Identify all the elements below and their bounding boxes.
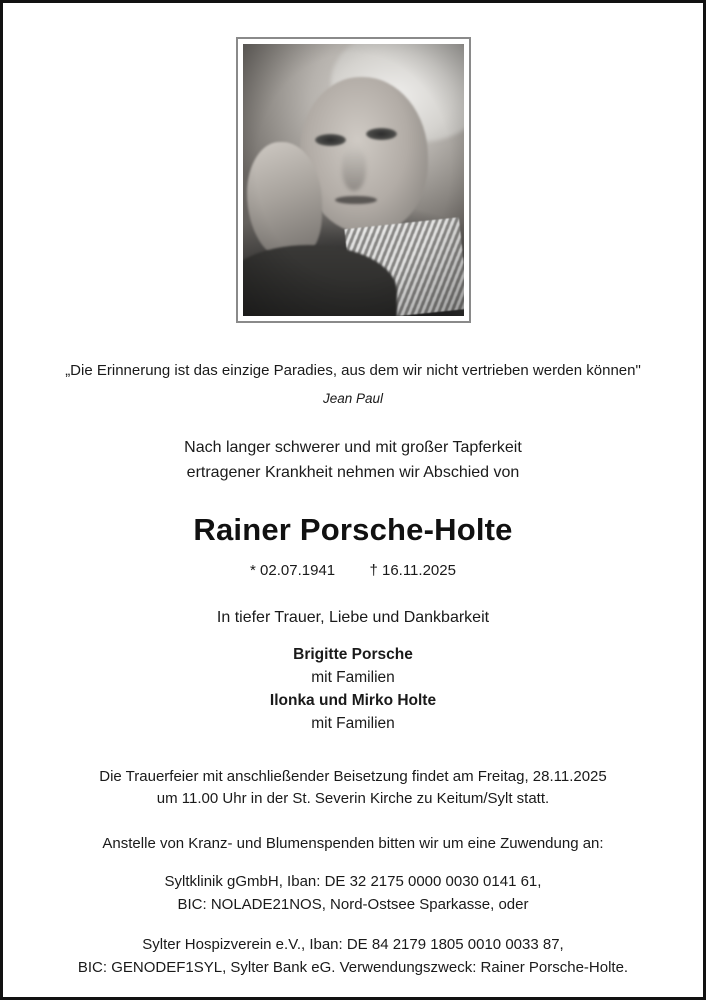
ceremony-line-2: um 11.00 Uhr in der St. Severin Kirche zu Keitum/Sylt statt.	[156, 790, 550, 807]
family-member-note-2: mit Familien	[311, 715, 395, 733]
ceremony-line-1: Die Trauerfeier mit anschließender Beisetzung findet am Freitag, 28.11.2025	[99, 767, 607, 785]
birth-date: * 02.07.1941	[250, 561, 336, 579]
portrait-photo	[243, 44, 464, 316]
family-list	[37, 643, 669, 736]
donation-2-line-1: Sylter Hospizverein e.V., Iban: DE 84 2179 1805 0010 0033 87,	[142, 936, 564, 953]
donation-account-2	[37, 934, 669, 979]
donations-intro: Anstelle von Kranz- und Blumenspenden bitten wir um eine Zuwendung an:	[102, 834, 604, 852]
family-member-name-2: Ilonka und Mirko Holte	[269, 692, 437, 709]
quote-text: „Die Erinnerung ist das einzige Paradies, aus dem wir nicht vertrieben werden können"	[65, 361, 641, 379]
intro-block	[37, 436, 669, 486]
ceremony-block	[37, 766, 669, 811]
obituary-content	[3, 3, 703, 997]
donation-1-line-1: Syltklinik gGmbH, Iban: DE 32 2175 0000 0030 0141 61,	[164, 873, 542, 890]
donation-2-line-2: BIC: GENODEF1SYL, Sylter Bank eG. Verwendungszweck: Rainer Porsche-Holte.	[77, 958, 629, 976]
family-member-note-1: mit Familien	[311, 668, 395, 686]
deceased-name: Rainer Porsche-Holte	[193, 511, 513, 547]
family-member-name-1: Brigitte Porsche	[293, 645, 413, 663]
intro-line-2: ertragener Krankheit nehmen wir Abschied von	[186, 463, 520, 481]
donation-1-line-2: BIC: NOLADE21NOS, Nord-Ostsee Sparkasse, oder	[177, 895, 529, 913]
mourning-line: In tiefer Trauer, Liebe und Dankbarkeit	[216, 608, 490, 626]
obituary-text	[37, 323, 669, 979]
life-dates	[37, 562, 669, 579]
donation-account-1	[37, 871, 669, 916]
portrait-vignette	[243, 44, 464, 316]
portrait-frame	[236, 37, 471, 323]
intro-line-1: Nach langer schwerer und mit großer Tapferkeit	[184, 438, 522, 456]
quote-author: Jean Paul	[322, 390, 384, 406]
death-date: † 16.11.2025	[369, 561, 456, 579]
